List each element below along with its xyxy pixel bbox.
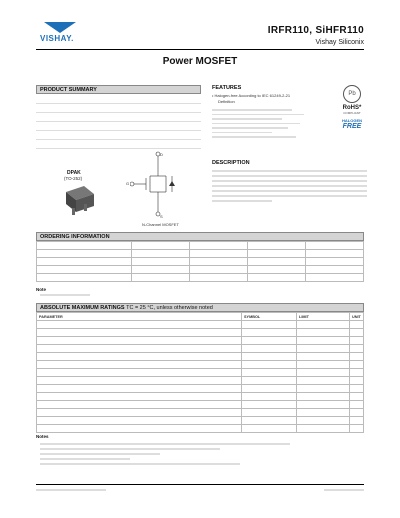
col-limit: LIMIT	[297, 313, 350, 321]
vishay-logo-text: VISHAY.	[40, 34, 74, 43]
lead-free-icon: Pb	[343, 85, 361, 103]
free-label: FREE	[342, 123, 362, 130]
feature-item-1	[212, 93, 290, 98]
description-line	[212, 180, 367, 182]
feature-item	[212, 114, 304, 116]
description-line	[212, 175, 367, 177]
package-code: (TO-252)	[64, 176, 83, 181]
table-row	[37, 250, 364, 258]
summary-row	[36, 106, 201, 113]
col-parameter: PARAMETER	[37, 313, 242, 321]
schematic-caption: N-Channel MOSFET	[142, 222, 179, 227]
feature-item	[212, 123, 300, 125]
ordering-table	[36, 241, 364, 282]
header-rule	[36, 49, 364, 50]
table-row	[37, 337, 364, 345]
abs-max-condition: TC = 25 °C, unless otherwise noted	[126, 305, 213, 311]
note-line	[40, 453, 160, 455]
company-name: Vishay Siliconix	[315, 39, 364, 46]
footer-doc-number	[36, 489, 106, 491]
feature-item	[212, 132, 272, 134]
table-row	[37, 385, 364, 393]
abs-max-notes-heading: Notes	[36, 434, 49, 439]
table-row	[37, 274, 364, 282]
abs-max-notes	[40, 441, 340, 468]
table-row	[37, 377, 364, 385]
summary-row	[36, 133, 201, 140]
note-line	[40, 448, 220, 450]
product-summary-rows	[36, 97, 201, 151]
footer-site	[324, 489, 364, 491]
table-row	[37, 242, 364, 250]
abs-max-header	[36, 303, 364, 312]
note-line	[40, 443, 290, 445]
rohs-label: RoHS*	[342, 105, 362, 111]
ordering-header	[36, 232, 364, 241]
table-row	[37, 353, 364, 361]
halogen-label: HALOGEN	[342, 118, 362, 123]
ordering-heading: ORDERING INFORMATION	[40, 234, 110, 240]
feature-item-1-text: Halogen-free According to IEC 61249-2-21	[214, 93, 291, 98]
table-header-row	[37, 313, 364, 321]
table-row	[37, 329, 364, 337]
description-line	[212, 190, 367, 192]
table-row	[37, 321, 364, 329]
feature-item-1-continuation: Definition	[218, 99, 235, 104]
table-row	[37, 369, 364, 377]
table-row	[37, 417, 364, 425]
feature-item	[212, 136, 296, 138]
feature-item	[212, 109, 292, 111]
table-row	[37, 425, 364, 433]
footer-rule	[36, 484, 364, 485]
table-row	[37, 393, 364, 401]
bullet-icon: •	[212, 93, 214, 98]
col-symbol: SYMBOL	[242, 313, 297, 321]
vishay-logo-mark-icon	[44, 22, 76, 33]
description-body	[212, 168, 367, 205]
table-row	[37, 345, 364, 353]
ordering-note-line	[40, 294, 90, 296]
note-line	[40, 463, 240, 465]
description-line	[212, 195, 367, 197]
summary-row	[36, 142, 201, 149]
abs-max-heading: ABSOLUTE MAXIMUM RATINGS	[40, 305, 125, 311]
feature-item	[212, 118, 282, 120]
summary-row	[36, 124, 201, 131]
part-number: IRFR110, SiHFR110	[267, 25, 364, 36]
features-heading: FEATURES	[212, 85, 242, 91]
features-list	[212, 107, 330, 141]
pin-d-label: D	[160, 152, 163, 157]
n-channel-mosfet-schematic-icon	[130, 150, 200, 222]
table-row	[37, 258, 364, 266]
table-row	[37, 266, 364, 274]
compliance-badges	[338, 85, 366, 130]
product-summary-heading: PRODUCT SUMMARY	[40, 87, 97, 93]
description-line	[212, 185, 367, 187]
pin-s-label: S	[160, 214, 163, 219]
table-row	[37, 361, 364, 369]
feature-item	[212, 127, 288, 129]
vishay-logo	[40, 22, 80, 44]
dpak-package-icon	[62, 184, 98, 218]
page-title: Power MOSFET	[162, 56, 238, 67]
description-line	[212, 200, 272, 202]
table-row	[37, 401, 364, 409]
pin-g-label: G	[126, 181, 130, 186]
note-line	[40, 458, 130, 460]
description-heading: DESCRIPTION	[212, 160, 250, 166]
ordering-note-heading: Note	[36, 287, 46, 292]
table-row	[37, 409, 364, 417]
summary-row	[36, 115, 201, 122]
abs-max-table	[36, 312, 364, 433]
package-label: DPAK	[67, 170, 81, 176]
rohs-sub-label: COMPLIANT	[343, 111, 361, 115]
description-line	[212, 170, 367, 172]
product-summary-header	[36, 85, 201, 94]
summary-row	[36, 97, 201, 104]
col-unit: UNIT	[350, 313, 364, 321]
